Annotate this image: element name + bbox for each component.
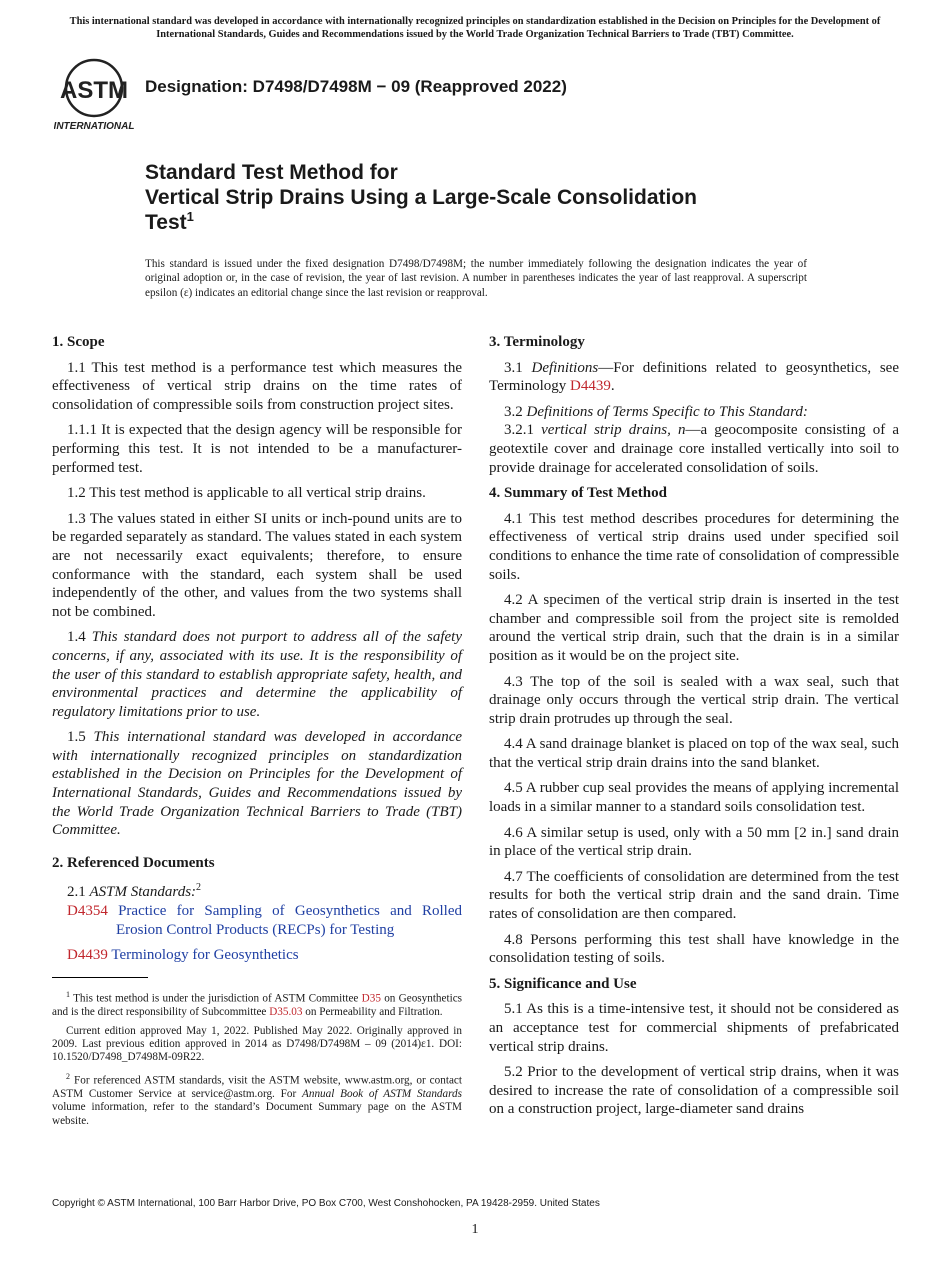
footnote-2: $^2$ For referenced ASTM standards, visit the ASTM website, www.astm.org, or contact ASTM Customer Service at service@astm.org. For Annual Book of ASTM Standards volume information, refer to the standard’s Document Summary page on the ASTM website.: [52, 1071, 462, 1127]
paragraph-4-2: 4.2 A specimen of the vertical strip drain is inserted in the test chamber and compressible soil from the project site is remolded around the vertical strip drain, such that the drain is in a similar position as it would be on the project site.: [489, 592, 899, 664]
reference-d4354[interactable]: [52, 902, 462, 939]
top-notice: This international standard was developed in accordance with internationally recognized principles on standardization established in the Decision on Principles for the Development of International Standards, Guides and Recommendations issued by the World Trade Organization Technical Barriers to Trade (TBT) Committee.: [69, 16, 881, 40]
reference-code-link[interactable]: D4439: [67, 947, 108, 964]
footnote-italic: Annual Book of ASTM Standards: [302, 1087, 462, 1100]
reference-code-link[interactable]: D4354: [67, 903, 108, 920]
logo-subtext: INTERNATIONAL: [54, 121, 134, 132]
astm-logo: [54, 56, 134, 132]
paragraph-number: 2.1: [67, 884, 86, 901]
title-line-3: Test: [145, 211, 187, 234]
title-footnote-mark: 1: [186, 209, 194, 224]
paragraph-4-3: 4.3 The top of the soil is sealed with a wax seal, such that drainage only occurs through the vertical strip drain. The vertical strip drain protrudes up through the seal.: [489, 673, 899, 727]
term: vertical strip drains, n: [541, 422, 686, 439]
issue-notice: This standard is issued under the fixed designation D7498/D7498M; the number immediately following the designation indicates the year of original adoption or, in the case of revision, the year of last revision. A number in parentheses indicates the year of last reapproval. A superscript epsilon (ε) indicates an editorial change since the last revision or reapproval.: [145, 258, 807, 299]
paragraph-2-1: [52, 879, 462, 902]
paragraph-3-2-1: [489, 421, 899, 477]
term-heading: Definitions of Terms Specific to This Standard:: [526, 403, 808, 420]
footnote-edition: Current edition approved May 1, 2022. Published May 2022. Originally approved in 2009. Last previous edition approved in 2014 as D7498/D7498M – 09 (2014)ε1. DOI: 10.1520/D7498_D7498M-09R22.: [52, 1024, 462, 1064]
paragraph-3-2: [489, 403, 899, 422]
title-line-1: Standard Test Method for: [145, 161, 398, 184]
paragraph-4-4: 4.4 A sand drainage blanket is placed on top of the wax seal, such that the vertical strip drain drains into the sand blanket.: [489, 736, 899, 771]
logo-text: ASTM: [60, 77, 128, 104]
paragraph-number: 1.5: [67, 729, 86, 746]
paragraph-5-1: 5.1 As this is a time-intensive test, it should not be considered as an acceptance test for commercial shipments of prefabricated vertical strip drains.: [489, 1001, 899, 1055]
paragraph-4-6: 4.6 A similar setup is used, only with a 50 mm [2 in.] sand drain in place of the vertical strip drain.: [489, 824, 899, 860]
terminology-link[interactable]: D4439: [570, 378, 611, 395]
section-heading-referenced-documents: 2. Referenced Documents: [52, 854, 215, 871]
document-title: [145, 160, 845, 235]
paragraph-number: 3.1: [504, 359, 523, 376]
term: Definitions: [531, 359, 599, 376]
subcommittee-link[interactable]: D35.03: [269, 1006, 303, 1019]
paragraph-1-4: [52, 628, 462, 721]
footnote-text: on Permeability and Filtration.: [305, 1006, 443, 1019]
paragraph-4-1: 4.1 This test method describes procedures for determining the effectiveness of vertical strip drains used under specified soil conditions to enhance the time rate of consolidation of compressible soils.: [489, 510, 899, 583]
section-heading-terminology: 3. Terminology: [489, 334, 585, 350]
footnote-text: This test method is under the jurisdiction of ASTM Committee: [73, 992, 359, 1005]
footnote-text: volume information, refer to the standard’s Document Summary page on the ASTM website.: [52, 1101, 462, 1127]
footnotes: [52, 988, 462, 1133]
paragraph-1-5: [52, 728, 462, 840]
reference-d4439[interactable]: [52, 946, 462, 965]
definition-text: —a geocomposite consisting of a geotextile cover and drainage core installed vertically into soil to provide drainage for accelerated consolidation of soils.: [489, 422, 899, 476]
paragraph-1-3: 1.3 The values stated in either SI units or inch-pound units are to be regarded separately as standard. The values stated in each system are not necessarily exact equivalents; therefore, to ensure conformance with the standard, each system shall be used independently of the other, and values from the two systems shall not be combined.: [52, 510, 462, 620]
paragraph-number: 3.2: [504, 403, 523, 420]
left-column: [52, 333, 462, 972]
section-heading-summary: 4. Summary of Test Method: [489, 485, 667, 502]
paragraph-1-1: 1.1 This test method is a performance test which measures the effectiveness of vertical strip drains on the time rates of consolidation of compressible soils from construction project sites.: [52, 359, 462, 413]
paragraph-4-7: 4.7 The coefficients of consolidation are determined from the test results for both the vertical strip drain and the sand drain. Time rates of consolidation are then compared.: [489, 868, 899, 923]
paragraph-5-2: 5.2 Prior to the development of vertical strip drains, when it was desired to increase the rate of consolidation of a compressible soil on a construction project, large-diameter sand drains: [489, 1064, 899, 1118]
footnote-1: $^1$ This test method is under the jurisdiction of ASTM Committee D35 on Geosynthetics and is the direct responsibility of Subcommittee D35.03 on Permeability and Filtration.: [52, 990, 463, 1019]
section-heading-scope: 1. Scope: [52, 334, 105, 350]
paragraph-4-8: 4.8 Persons performing this test shall have knowledge in the consolidation testing of soils.: [489, 931, 899, 967]
footnote-divider: [52, 977, 148, 978]
title-line-2: Vertical Strip Drains Using a Large-Scale Consolidation: [145, 186, 697, 209]
footnote-text: For referenced ASTM standards, visit the ASTM website, www.astm.org, or contact ASTM Customer Service at service@astm.org. For: [52, 1074, 462, 1100]
wto-statement: This international standard was developed in accordance with internationally recognized principles on standardization established in the Decision on Principles for the Development of International Standards, Guides and Recommendations issued by the World Trade Organization Technical Barriers to Trade (TBT) Committee.: [52, 729, 463, 839]
paragraph-1-2: 1.2 This test method is applicable to all vertical strip drains.: [67, 485, 426, 502]
committee-link[interactable]: D35: [361, 992, 381, 1005]
paragraph-3-1: 3.1 Definitions—For definitions related to geosynthetics, see Terminology D4439.: [489, 359, 899, 395]
reference-title-link[interactable]: Terminology for Geosynthetics: [111, 947, 299, 964]
paragraph-number: 3.2.1: [504, 422, 534, 439]
footnote-mark: 2: [196, 882, 202, 894]
section-heading-significance: 5. Significance and Use: [489, 975, 637, 992]
reference-title-link[interactable]: Practice for Sampling of Geosynthetics and Rolled Erosion Control Products (RECPs) for Testing: [116, 903, 462, 938]
page-number: 1: [471, 1222, 479, 1237]
footnote-text: on Geosynthetics and is the direct responsibility of Subcommittee: [52, 992, 463, 1019]
paragraph-4-5: 4.5 A rubber cup seal provides the means of applying incremental loads in a similar manner to a standard soils consolidation test.: [489, 780, 899, 816]
paragraph-number: 1.4: [67, 629, 86, 646]
astm-standards-label: ASTM Standards:: [89, 884, 197, 901]
paragraph-1-1-1: 1.1.1 It is expected that the design agency will be responsible for performing this test. It is not intended to be a manufacturer-performed test.: [52, 422, 462, 476]
copyright-notice: Copyright © ASTM International, 100 Barr Harbor Drive, PO Box C700, West Conshohocken, PA 19428-2959. United States: [52, 1198, 600, 1209]
designation: Designation: D7498/D7498M − 09 (Reapproved 2022): [145, 77, 567, 96]
right-column: [489, 333, 899, 1126]
definition-text: —For definitions related to geosynthetics, see Terminology: [489, 359, 899, 395]
safety-statement: This standard does not purport to address all of the safety concerns, if any, associated with its use. It is the responsibility of the user of this standard to establish appropriate safety, health, and environmental practices and determine the applicability of regulatory limitations prior to use.: [52, 629, 462, 720]
